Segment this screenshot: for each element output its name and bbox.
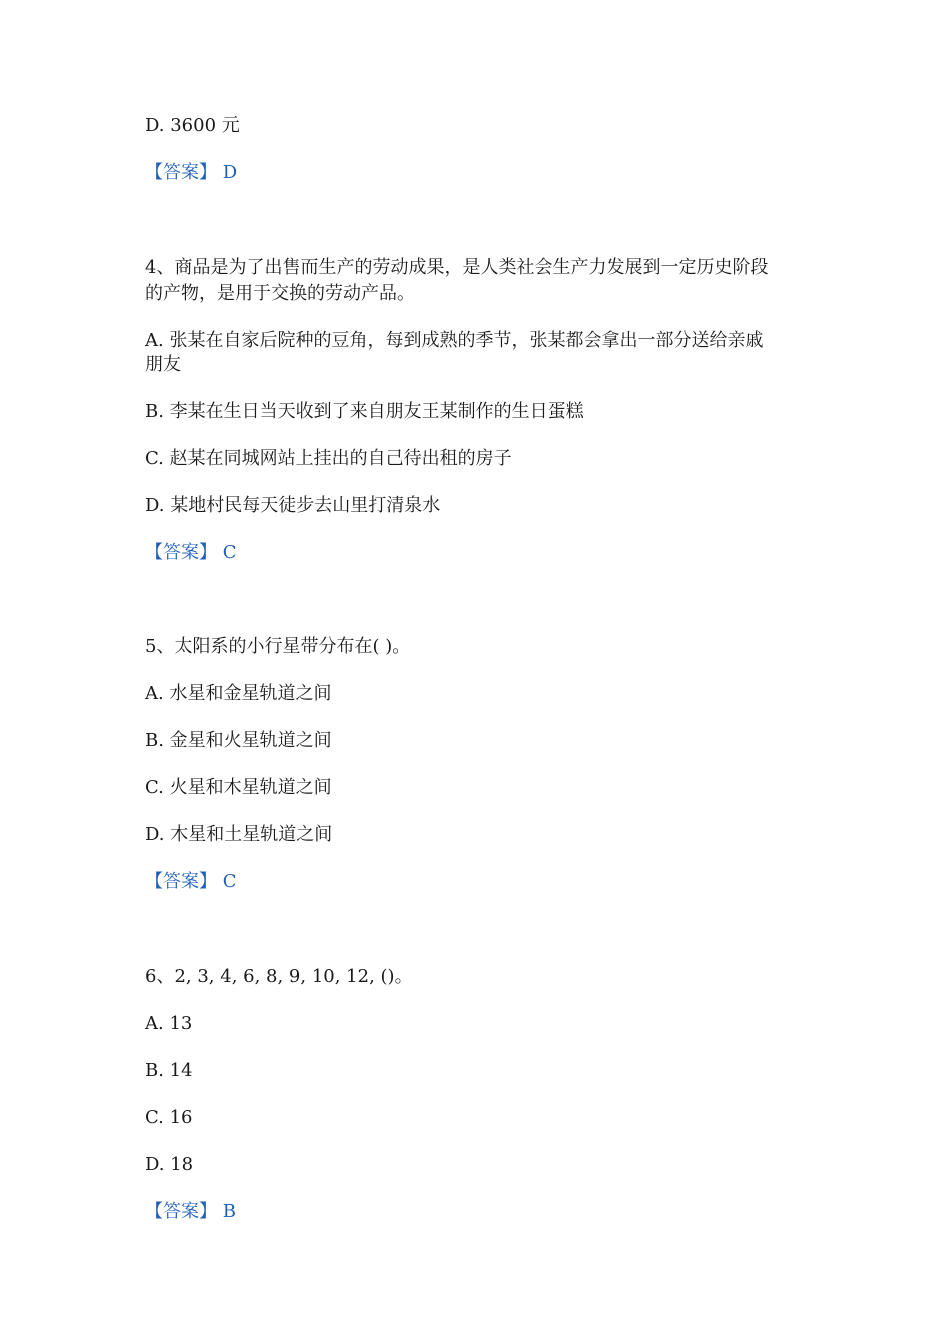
q6-option-d: D. 18 (145, 1154, 194, 1175)
q3-option-d: D. 3600 元 (145, 115, 240, 136)
q5-option-c: C. 火星和木星轨道之间 (145, 777, 332, 798)
q4-option-b: B. 李某在生日当天收到了来自朋友王某制作的生日蛋糕 (145, 401, 584, 422)
q4-stem-line1: 4、商品是为了出售而生产的劳动成果，是人类社会生产力发展到一定历史阶段 (145, 257, 769, 278)
answer-label: 【答案】 (145, 871, 217, 892)
q6-option-a: A. 13 (145, 1013, 193, 1034)
q5-option-a: A. 水星和金星轨道之间 (145, 683, 332, 704)
q4-option-a-line2: 朋友 (145, 354, 181, 375)
q5-answer (145, 870, 237, 894)
answer-value: B (222, 1201, 236, 1222)
q6-stem: 6、2, 3, 4, 6, 8, 9, 10, 12, ()。 (145, 966, 413, 987)
q4-option-a-line1: A. 张某在自家后院种的豆角，每到成熟的季节，张某都会拿出一部分送给亲戚 (145, 330, 764, 351)
answer-value: C (222, 542, 237, 563)
q4-option-d: D. 某地村民每天徒步去山里打清泉水 (145, 495, 441, 516)
q3-answer (145, 161, 237, 185)
answer-value: D (222, 162, 238, 183)
q6-answer (145, 1200, 236, 1224)
q4-stem-line2: 的产物，是用于交换的劳动产品。 (145, 283, 415, 304)
answer-label: 【答案】 (145, 1201, 217, 1222)
q5-option-b: B. 金星和火星轨道之间 (145, 730, 332, 751)
answer-label: 【答案】 (145, 162, 217, 183)
answer-value: C (222, 871, 237, 892)
q4-answer (145, 541, 237, 565)
q4-option-c: C. 赵某在同城网站上挂出的自己待出租的房子 (145, 448, 512, 469)
q5-option-d: D. 木星和土星轨道之间 (145, 824, 333, 845)
q6-option-b: B. 14 (145, 1060, 193, 1081)
answer-label: 【答案】 (145, 542, 217, 563)
q6-option-c: C. 16 (145, 1107, 193, 1128)
q5-stem: 5、太阳系的小行星带分布在( )。 (145, 636, 411, 657)
